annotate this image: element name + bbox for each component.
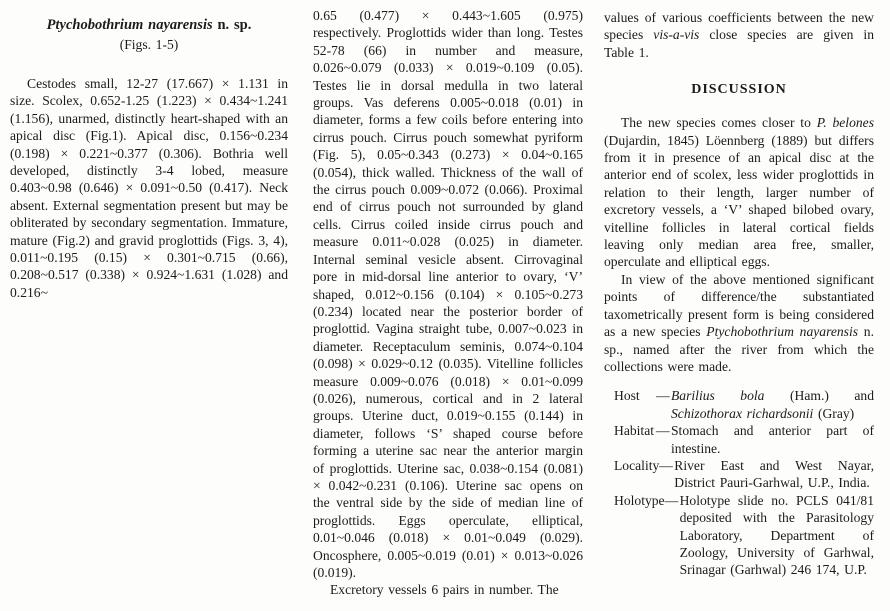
record-row-host xyxy=(604,387,874,422)
discussion-heading: DISCUSSION xyxy=(691,82,787,98)
record-text: Barilius bola (Ham.) and Schizothorax richardsonii (Gray) xyxy=(671,388,874,421)
record-label: Holotype xyxy=(614,492,665,508)
column-right xyxy=(604,0,874,579)
figures-caption: (Figs. 1-5) xyxy=(119,37,179,52)
species-title: Ptychobothrium nayarensis n. sp. xyxy=(46,17,252,33)
record-dash: — xyxy=(656,423,670,439)
record-dash: — xyxy=(664,492,679,508)
record-row-holotype xyxy=(604,492,874,579)
record-row-habitat xyxy=(604,422,874,457)
discussion-paragraph-1: The new species comes closer to P. belones (Dujardin, 1845) Löennberg (1889) but differs from it in presence of an apical disc at the anterior end of scolex, less wider proglottids in relation to their length, larger number of excretory vessels, a ‘V’ shaped bilobed ovary, vitelline follicles in lateral cortical fields leaving only median area free, smaller, operculate and elliptical eggs. xyxy=(604,115,874,270)
record-text: River East and West Nayar, District Pauri-Garhwal, U.P., India. xyxy=(674,457,874,491)
specimen-records-list xyxy=(604,387,874,578)
record-dash: — xyxy=(656,388,670,404)
column-left xyxy=(10,0,288,301)
record-label: Host xyxy=(614,388,640,404)
coefficients-paragraph: values of various coefficients between the new species vis-a-vis close species are given in Table 1. xyxy=(604,10,874,60)
record-label: Locality xyxy=(614,457,660,473)
description-paragraph-start: Cestodes small, 12-27 (17.667) × 1.131 in size. Scolex, 0.652-1.25 (1.223) × 0.434~1.241 (1.156), unarmed, distinctly heart-shaped with an apical disc (Fig.1). Apical disc, 0.156~0.234 (0.198) × 0.221~0.377 (0.306). Bothria well developed, distinctly 3-4 lobed, measure 0.403~0.98 (0.646) × 0.091~0.50 (0.417). Neck absent. External segmentation present but may be obliterated by secondary segmentation. Immature, mature (Fig.2) and gravid proglottids (Figs. 3, 4), 0.011~0.195 (0.15) × 0.301~0.715 (0.66), 0.208~0.517 (0.338) × 0.924~1.631 (1.028) and 0.216~ xyxy=(10,76,288,300)
discussion-paragraph-2: In view of the above mentioned significant points of difference/the substantiated taxometrically present form is being considered as a new species Ptychobothrium nayarensis n. sp., named after the river from which the collections were made. xyxy=(604,271,875,374)
description-paragraph-continued: 0.65 (0.477) × 0.443~1.605 (0.975) respectively. Proglottids wider than long. Testes 52-78 (66) in number and measure, 0.026~0.079 (0.033) × 0.019~0.109 (0.05). Testes lie in dorsal medulla in two lateral groups. Vas deferens 0.005~0.018 (0.01) in diameter, forms a few coils before entering into cirrus pouch. Cirrus pouch somewhat pyriform (Fig. 5), 0.05~0.343 (0.273) × 0.04~0.165 (0.054), thick walled. Thickness of the wall of the cirrus pouch 0.009~0.072 (0.066). Proximal end of cirrus pouch not surrounded by gland cells. Cirrus coiled inside cirrus pouch and measure 0.011~0.028 (0.025) in diameter. Internal seminal vesicle absent. Cirrovaginal pore in mid-dorsal line anterior to ovary, ‘V’ shaped, 0.012~0.156 (0.104) × 0.105~0.273 (0.234) located near the posterior border of proglottid. Vagina straight tube, 0.007~0.023 in diameter. Receptaculum seminis, 0.074~0.104 (0.098) × 0.029~0.12 (0.035). Vitelline follicles measure 0.009~0.076 (0.018) × 0.01~0.099 (0.026), numerous, cortical and in 2 lateral groups. Uterine duct, 0.019~0.155 (0.144) in diameter, follows ‘S’ shaped course before forming a uterine sac near the anterior margin of proglottids. Uterine sac, 0.038~0.154 (0.081) × 0.042~0.231 (0.106). Uterine sac opens on the ventral side by the side of median line of proglottids. Eggs operculate, elliptical, 0.01~0.046 (0.018) × 0.01~0.049 (0.029). Oncosphere, 0.005~0.019 (0.01) × 0.013~0.026 (0.019). xyxy=(313,8,583,580)
record-text: Stomach and anterior part of intestine. xyxy=(671,423,874,456)
excretory-vessels-paragraph: Excretory vessels 6 pairs in number. The xyxy=(330,582,559,598)
record-label: Habitat xyxy=(614,423,655,439)
record-row-locality xyxy=(604,457,874,492)
column-middle xyxy=(313,0,583,599)
record-text: Holotype slide no. PCLS 041/81 deposited with the Parasitology Laboratory, Department of Zoology, University of Garhwal, Srinagar (Garhwal) 246 174, U.P. xyxy=(679,492,874,578)
record-dash: — xyxy=(659,457,673,473)
